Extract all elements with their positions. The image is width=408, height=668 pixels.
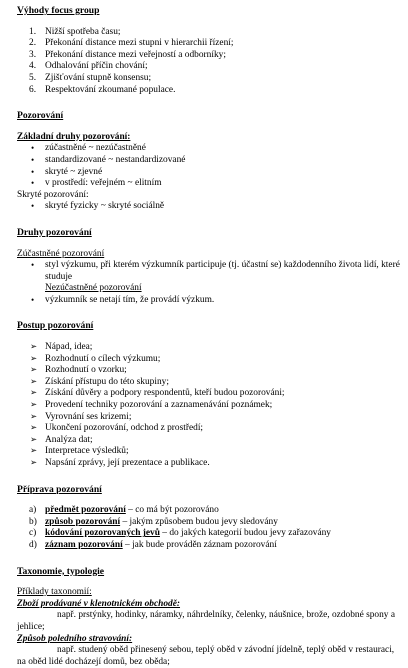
list-item: ➢ Získání přístupu do této skupiny; [17,377,408,389]
heading-druhy-pozorovani: Druhy pozorování [17,226,92,238]
list-item: 4. Odhalování příčin chování; [29,61,148,72]
example-2-text: např. studený oběd přinesený sebou, teplý oběd v závodní jídelně, teplý oběd v restauraci, na oběd lidé docházejí domů, bez oběda; [17,645,395,667]
list-item: ➢ Provedení techniky pozorování a zaznamenávání poznámek; [17,400,408,412]
list-item: ➢ Rozhodnutí o cílech výzkumu; [17,354,408,366]
focus-group-list [17,27,408,97]
heading-postup-pozorovani: Postup pozorování [17,320,94,332]
skryte-list [17,201,408,213]
heading-focus-group: Výhody focus group [17,5,100,16]
priprava-list [17,505,408,551]
list-item: • styl výzkumu, při kterém výzkumník participuje (tj. účastní se) každodenního života lidí, které studuje Nezúčastněné pozorování [17,260,408,295]
priklady-label: Příklady taxonomií: [17,587,92,598]
zakladni-druhy-list [17,143,408,189]
list-item: ➢ Ukončení pozorování, odchod z prostředí; [17,423,408,435]
example-1-text: např. prstýnky, hodinky, náramky, náhrdelníky, čelenky, náušnice, brože, ozdobné spony a jehlice; [17,610,396,632]
heading-pozorovani: Pozorování [17,110,64,122]
list-item: b) způsob pozorování – jakým způsobem budou jevy sledovány [29,516,278,527]
skryte-label: Skryté pozorování: [17,189,89,200]
list-item: • výzkumník se netají tím, že provádí výzkum. [17,295,408,307]
list-item: • v prostředí: veřejném ~ elitním [17,178,408,190]
list-item: • standardizované ~ nestandardizované [17,155,408,167]
list-item: ➢ Vyrovnání ses krizemi; [17,412,408,424]
list-item: d) záznam pozorování – jak bude prováděn záznam pozorování [29,539,277,550]
list-item: • skryté fyzicky ~ skryté sociálně [17,201,408,213]
example-1-title: Zboží prodávané v klenotnickém obchodě: [17,598,181,609]
heading-taxonomie: Taxonomie, typologie [17,565,105,577]
subheading-zakladni-druhy: Základní druhy pozorování: [17,131,131,142]
list-item: ➢ Analýza dat; [17,435,408,447]
list-item: • skryté ~ zjevné [17,167,408,179]
zucastnene-list [17,260,408,306]
list-item: 2. Překonání distance mezi stupni v hierarchii řízení; [29,38,234,49]
postup-list [17,342,408,470]
example-2-title: Způsob poledního stravování: [17,633,133,644]
list-item: 1. Nižší spotřeba času; [29,26,121,37]
list-item: ➢ Rozhodnutí o vzorku; [17,365,408,377]
document-page [17,0,408,668]
list-item: 6. Respektování zkoumané populace. [29,84,176,95]
list-item: • zúčastněné ~ nezúčastněné [17,143,408,155]
list-item: c) kódování pozorovaných jevů – do jakých kategorií budou jevy zařazovány [29,528,331,539]
list-item: ➢ Napsání zprávy, její prezentace a publikace. [17,458,408,470]
list-item: ➢ Získání důvěry a podpory respondentů, kteří budou pozorováni; [17,388,408,400]
list-item: ➢ Nápad, idea; [17,342,408,354]
list-item: 3. Překonání distance mezi veřejností a odborníky; [29,49,226,60]
zucastnene-label: Zúčastněné pozorování [17,248,105,259]
heading-priprava-pozorovani: Příprava pozorování [17,483,102,495]
list-item: 5. Zjišťování stupně konsensu; [29,72,152,83]
list-item: a) předmět pozorování – co má být pozorováno [29,505,219,516]
nezucastnene-label: Nezúčastněné pozorování [45,283,142,294]
list-item: ➢ Interpretace výsledků; [17,446,408,458]
